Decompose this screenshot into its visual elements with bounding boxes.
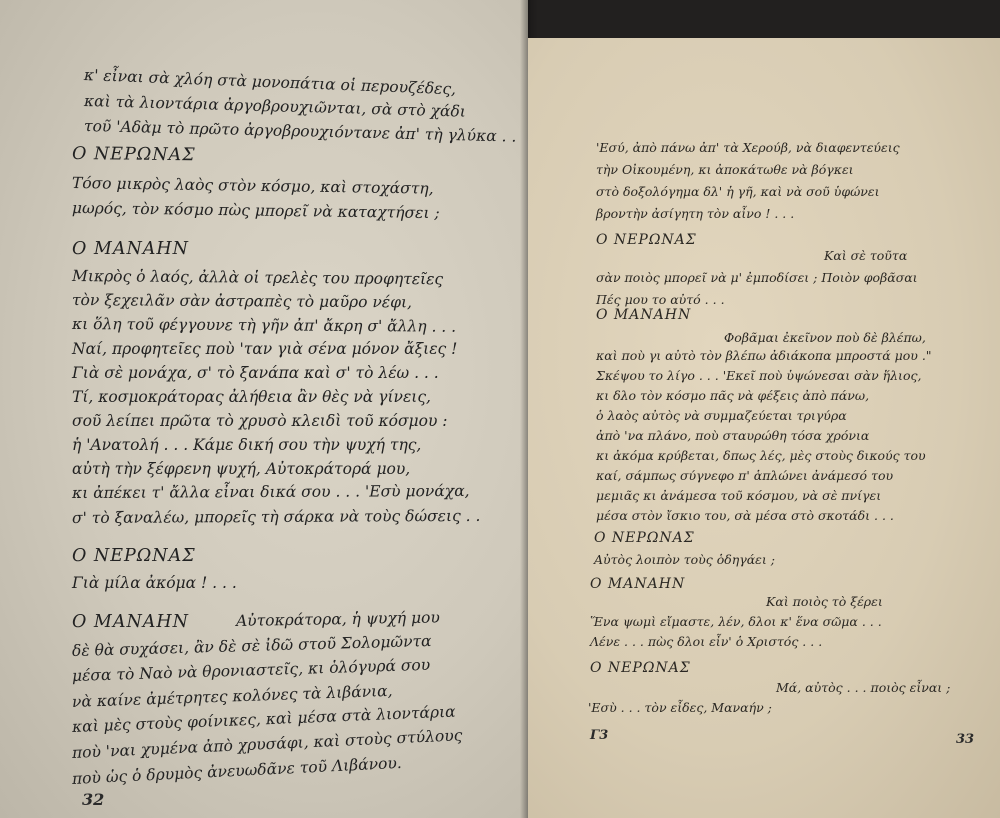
verse-line: Ἕνα ψωμὶ εἴμαστε, λέν, δλοι κ' ἕνα σῶμα . . . <box>590 614 882 629</box>
verse-line: κι ἀπέκει τ' ἄλλα εἶναι δικά σου . . . 'Εσὺ μονάχα, <box>71 481 470 502</box>
speaker-heading: Ο ΝΕΡΩΝΑΣ <box>594 530 695 546</box>
verse-line: σ' τὸ ξαναλέω, μπορεῖς τὴ σάρκα νὰ τοὺς δώσεις . . <box>71 506 481 527</box>
page-number: 33 <box>956 732 975 747</box>
speaker-heading: Ο ΜΑΝΑΗΝ <box>72 239 189 259</box>
verse-line: μωρός, τὸν κόσμο πὼς μπορεῖ νὰ καταχτήσει ; <box>71 199 440 223</box>
verse-line: βροντὴν ἀσίγητη τὸν αἶνο ! . . . <box>596 206 795 221</box>
speaker-heading: Ο ΝΕΡΩΝΑΣ <box>596 232 697 248</box>
verse-line: αὐτὴ τὴν ξέφρενη ψυχή, Αὐτοκράτορά μου, <box>72 460 411 478</box>
verse-line: δὲ θὰ συχάσει, ἂν δὲ σὲ ἰδῶ στοῦ Σολομῶντα <box>71 631 432 660</box>
verse-line: τοῦ 'Αδὰμ τὸ πρῶτο ἀργοβρουχιόντανε ἀπ' τὴ γλύκα . . <box>83 117 517 146</box>
verse-line: κ' εἶναι σὰ χλόη στὰ μονοπάτια οἱ πεpουζέδες, <box>83 66 457 99</box>
verse-line: ποὺ 'ναι χυμένα ἀπὸ χρυσάφι, καὶ στοὺς στύλους <box>71 726 463 762</box>
verse-line: κι ἀκόμα κρύβεται, δπως λές, μὲς στοὺς δικούς του <box>596 448 926 463</box>
verse-line: ποὺ ὡς ὁ δρυμὸς ἀνευωδᾶνε τοῦ Λιβάνου. <box>71 753 403 788</box>
verse-line: Μικρὸς ὁ λαός, ἀλλὰ οἱ τρελὲς του προφητεῖες <box>71 267 444 289</box>
speaker-heading: Ο ΜΑΝΑΗΝ <box>590 576 686 592</box>
verse-line: μέσα τὸ Ναὸ νὰ θρονιαστεῖς, κι ὁλόγυρά σου <box>71 655 431 685</box>
verse-line: Αὐτὸς λοιπὸν τοὺς ὁδηγάει ; <box>594 552 775 567</box>
verse-line: στὸ δοξολόγημα δλ' ἡ γῆ, καὶ νὰ σοῦ ὑφώνει <box>596 184 880 199</box>
verse-line: Μά, αὐτὸς . . . ποιὸς εἶναι ; <box>776 680 951 695</box>
verse-line: Τόσο μικρὸς λαὸς στὸν κόσμο, καὶ στοχάστη, <box>71 174 434 198</box>
verse-line: καί, σάμπως σύγνεφο π' ἁπλώνει ἀνάμεσό του <box>596 468 894 483</box>
page-number: 32 <box>82 790 105 809</box>
verse-line: τὴν Οἰκουμένη, κι ἀποκάτωθε νὰ βόγκει <box>596 162 854 177</box>
speaker-heading: Ο ΝΕΡΩΝΑΣ <box>590 660 691 676</box>
verse-line: Πές μου το αὐτό . . . <box>596 292 725 307</box>
verse-line: τὸν ξεχειλᾶν σὰν ἀστραπὲς τὸ μαῦρο νέφι, <box>71 291 413 312</box>
background-edge <box>528 0 1000 40</box>
verse-line: μέσα στὸν ἴσκιο του, σὰ μέσα στὸ σκοτάδι . . . <box>596 508 894 523</box>
verse-line: Γιὰ σὲ μονάχα, σ' τὸ ξανάπα καὶ σ' τὸ λέω . . . <box>72 364 439 382</box>
speaker-heading: Ο ΝΕΡΩΝΑΣ <box>71 144 196 166</box>
verse-line: Λένε . . . πὼς δλοι εἶν' ὁ Χριστός . . . <box>590 634 823 649</box>
verse-line: 'Εσύ, ἀπὸ πάνω ἀπ' τὰ Χερούβ, νὰ διαφεντεύεις <box>596 140 900 155</box>
verse-line: κι ὅλη τοῦ φέγγουνε τὴ γῆν ἀπ' ἄκρη σ' ἄλλη . . . <box>71 315 457 336</box>
verse-line: καὶ ποὺ γι αὐτὸ τὸν βλέπω ἀδιάκοπα μπροστά μου ." <box>596 348 932 363</box>
verse-line: Καὶ σὲ τοῦτα <box>824 248 908 263</box>
verse-line: Γιὰ μίλα ἀκόμα ! . . . <box>72 574 237 592</box>
speaker-heading: Ο ΜΑΝΑΗΝ <box>596 307 692 323</box>
right-page <box>528 38 1000 818</box>
verse-line: Τί, κοσμοκράτορας ἀλήθεια ἂν θὲς νὰ γίνεις, <box>72 388 431 406</box>
verse-line: Φοβᾶμαι ἐκεῖνον ποὺ δὲ βλέπω, <box>724 330 926 345</box>
verse-line: Καὶ ποιὸς τὸ ξέρει <box>766 594 883 609</box>
verse-line: Σκέψου το λίγο . . . 'Εκεῖ ποὺ ὑψώνεσαι σὰν ἥλιος, <box>596 368 922 383</box>
verse-line: κι δλο τὸν κόσμο πᾶς νὰ φέξεις ἀπὸ πάνω, <box>596 388 870 403</box>
verse-line: σὰν ποιὸς μπορεῖ νὰ μ' ἐμποδίσει ; Ποιὸν φοβᾶσαι <box>596 270 918 285</box>
verse-line: Ναί, προφητεῖες ποὺ 'ταν γιὰ σένα μόνον ἄξιες ! <box>72 340 458 358</box>
verse-line: Αὐτοκράτορα, ἡ ψυχή μου <box>235 608 440 630</box>
verse-line: μεμιᾶς κι ἀνάμεσα τοῦ κόσμου, νὰ σὲ πνίγει <box>596 488 882 503</box>
signature-mark: Γ3 <box>590 728 609 743</box>
speaker-heading: Ο ΝΕΡΩΝΑΣ <box>72 546 196 566</box>
verse-line: νὰ καίνε ἀμέτρητες κολόνες τὰ λιβάνια, <box>71 681 393 711</box>
verse-line: ὁ λαὸς αὐτὸς νὰ συμμαζεύεται τριγύρα <box>596 408 847 423</box>
verse-line: ἀπὸ 'να πλάνο, ποὺ σταυρώθη τόσα χρόνια <box>596 428 870 443</box>
verse-line: σοῦ λείπει πρῶτα τὸ χρυσὸ κλειδὶ τοῦ κόσμου : <box>72 412 448 430</box>
verse-line: ἡ 'Ανατολή . . . Κάμε δική σου τὴν ψυχή της, <box>72 436 422 454</box>
speaker-heading: Ο ΜΑΝΑΗΝ <box>72 612 189 632</box>
verse-line: 'Εσὺ . . . τὸν εἶδες, Μαναήν ; <box>588 700 772 715</box>
verse-line: καὶ μὲς στοὺς φοίνικες, καὶ μέσα στὰ λιοντάρια <box>71 702 456 736</box>
verse-line: καὶ τὰ λιοντάρια ἀργοβρουχιῶνται, σὰ στὸ χάδι <box>83 92 467 121</box>
